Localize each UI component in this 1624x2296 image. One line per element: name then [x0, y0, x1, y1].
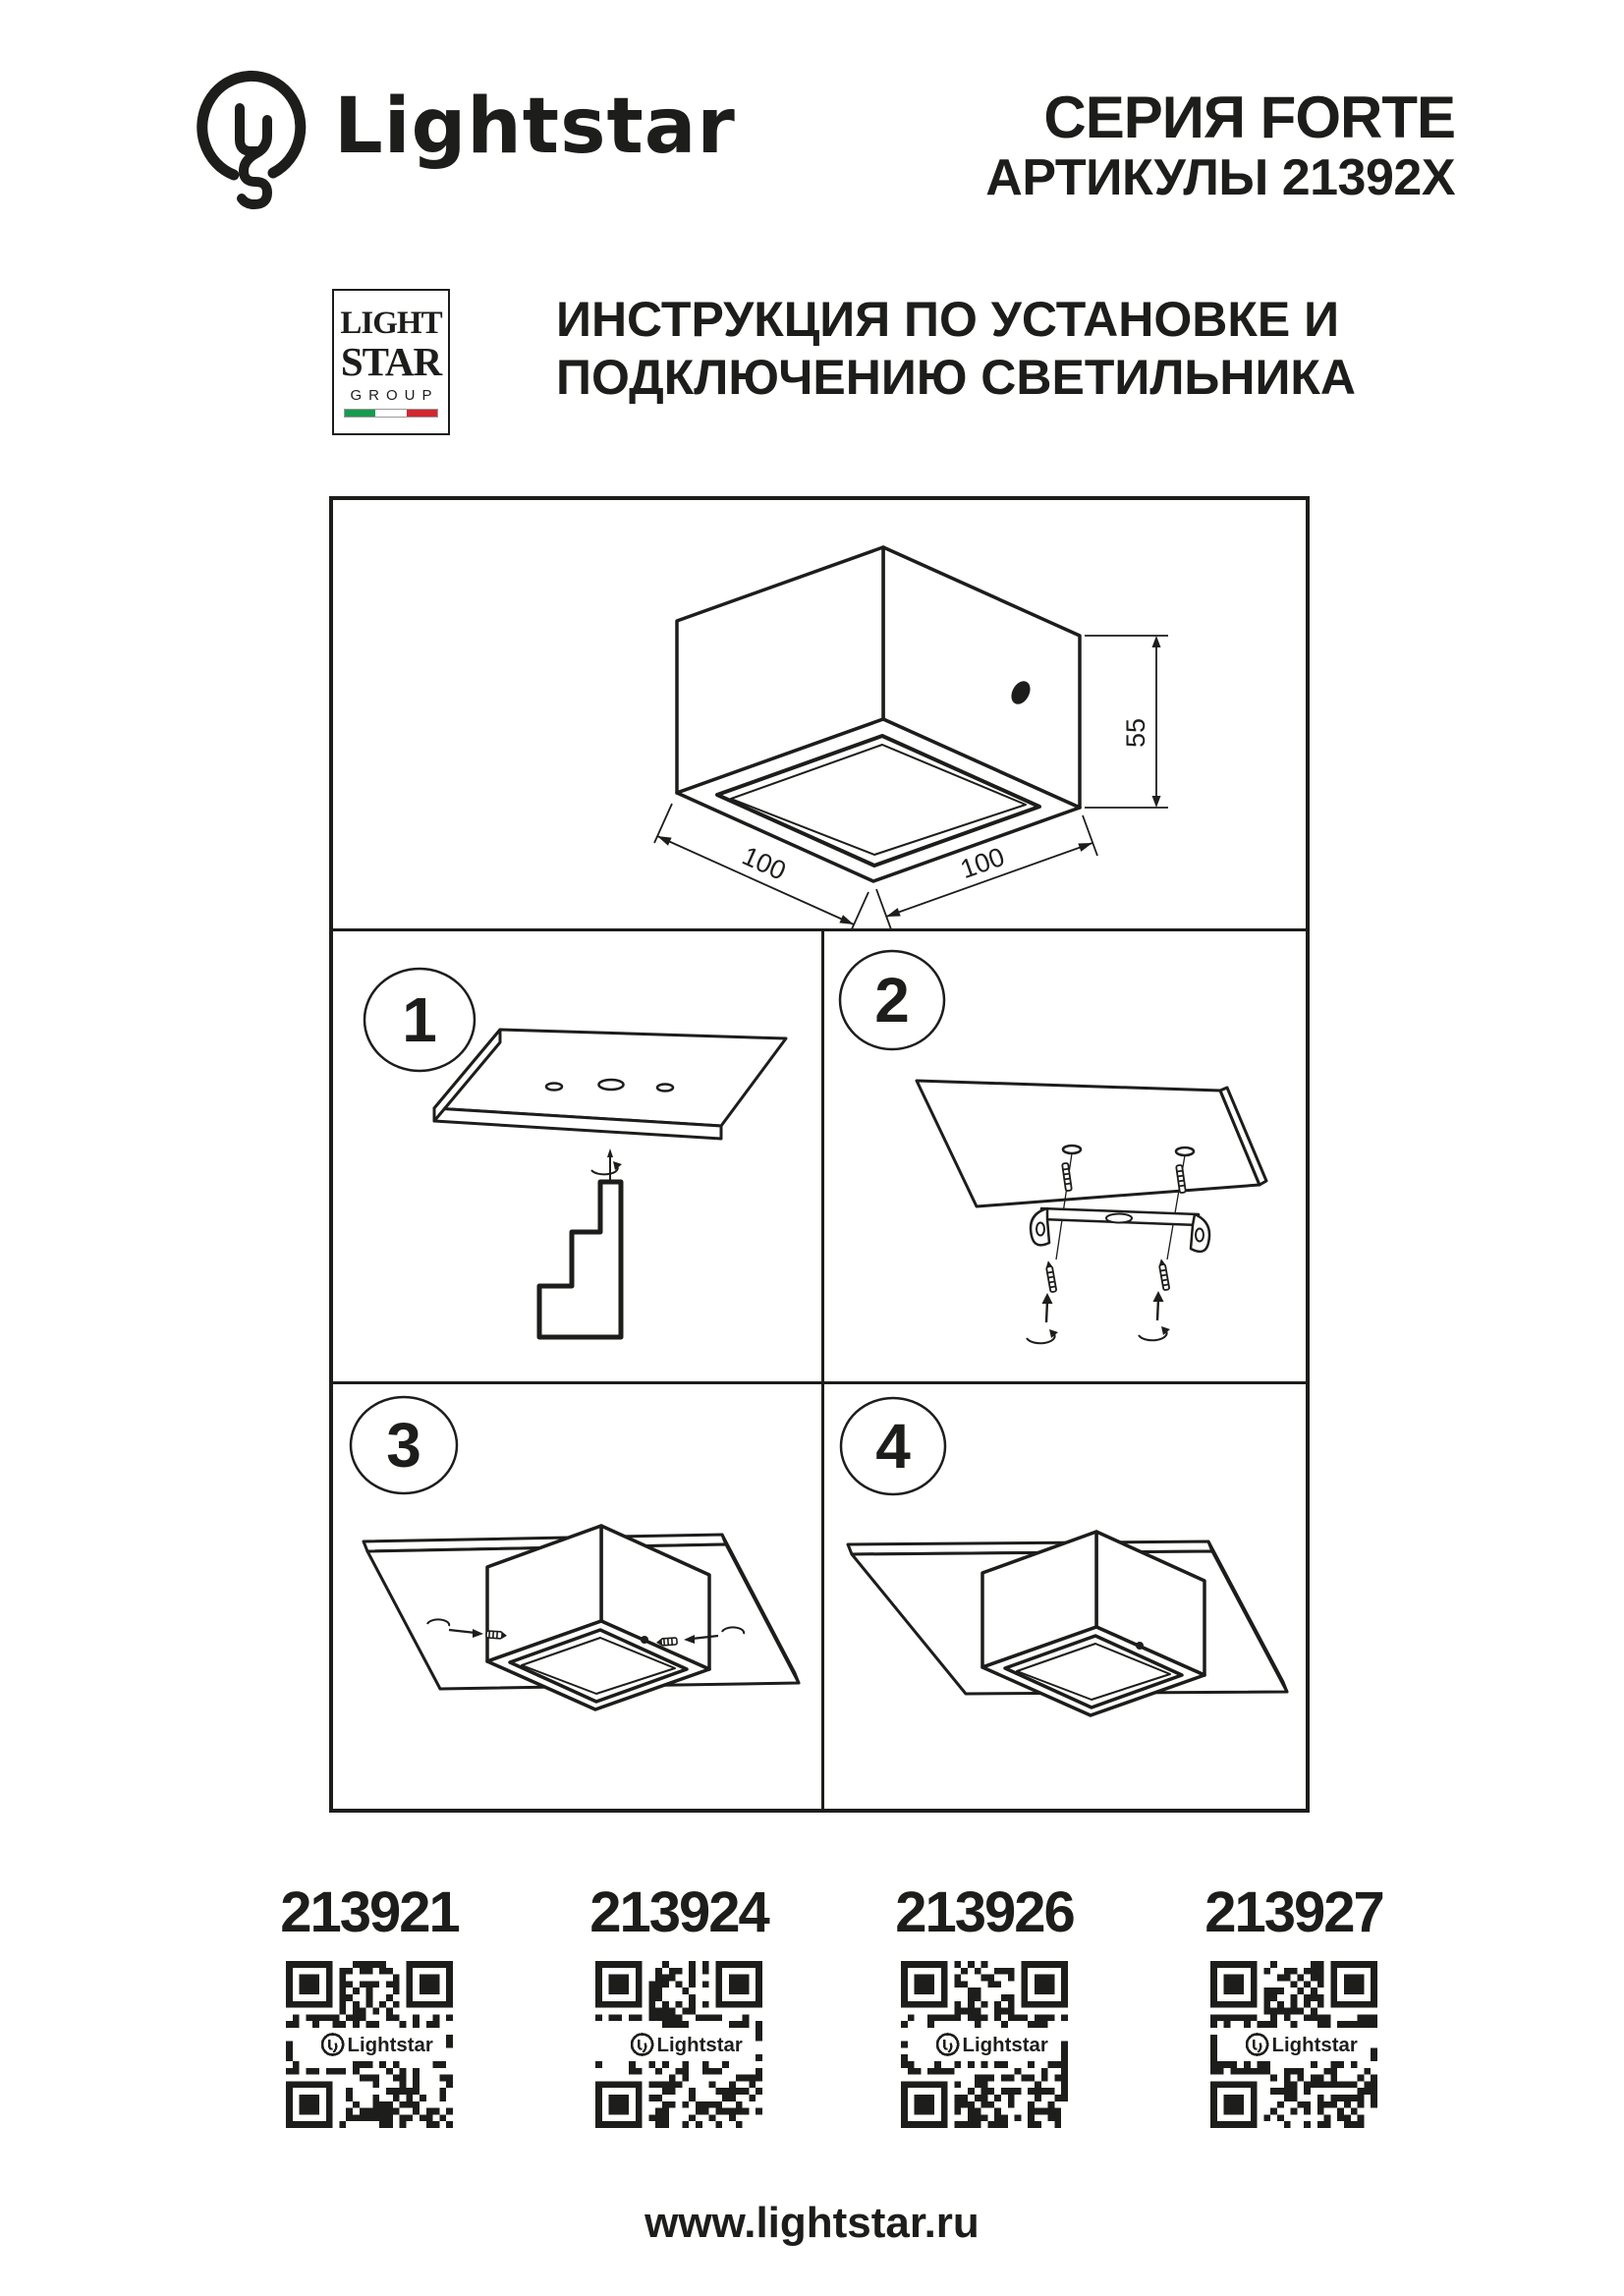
brand-wordmark: Lightstar: [334, 83, 736, 171]
step-2-panel: [824, 931, 1306, 1381]
step-3-panel: [333, 1384, 821, 1805]
series-title: СЕРИЯ FORTE: [1043, 84, 1455, 150]
articles-title: АРТИКУЛЫ 21392X: [985, 148, 1455, 206]
step-number: 1: [402, 984, 437, 1055]
dim-width-label: 100: [956, 841, 1009, 885]
header-series-block: [985, 86, 1455, 205]
step-number: 3: [386, 1410, 421, 1481]
wall-plugs: [1045, 1259, 1169, 1293]
flag-white: [375, 410, 406, 417]
group-logo-group: GROUP: [350, 387, 439, 404]
qr-code: [595, 1961, 762, 2128]
svg-text:Lightstar: Lightstar: [656, 2035, 743, 2057]
qr-code: [1210, 1961, 1377, 2128]
flag-green: [345, 410, 375, 417]
mounting-bracket: [1031, 1208, 1209, 1252]
svg-text:Lightstar: Lightstar: [962, 2035, 1048, 2057]
dim-depth-label: 100: [737, 840, 791, 886]
group-logo-light: LIGHT: [340, 306, 442, 341]
step-drill-icon: [539, 1182, 621, 1337]
article-number: 213927: [1204, 1880, 1383, 1944]
italian-flag-bar: [344, 409, 438, 418]
step-1-panel: [333, 931, 821, 1381]
fixture-dimension-drawing: [333, 500, 1306, 928]
lightstar-bulb-icon: [195, 51, 312, 216]
dim-height-label: 55: [1121, 717, 1150, 749]
website-url: www.lightstar.ru: [644, 2199, 980, 2247]
article-number: 213921: [280, 1880, 459, 1944]
article-number: 213924: [589, 1880, 768, 1944]
title-line-2: ПОДКЛЮЧЕНИЮ СВЕТИЛЬНИКА: [556, 350, 1357, 405]
diagram-grid: [329, 496, 1310, 1813]
step-number: 2: [874, 965, 910, 1036]
svg-text:Lightstar: Lightstar: [1271, 2035, 1358, 2057]
rotate-arrow-icon: [1027, 1334, 1055, 1343]
step-number: 4: [875, 1411, 911, 1482]
rotate-arrow-icon: [1139, 1331, 1167, 1340]
title-line-1: ИНСТРУКЦИЯ ПО УСТАНОВКЕ И: [556, 292, 1340, 347]
article-number: 213926: [895, 1880, 1074, 1944]
rotate-arrow-icon: [591, 1166, 618, 1174]
svg-text:Lightstar: Lightstar: [347, 2035, 433, 2057]
step-4-panel: [824, 1384, 1306, 1805]
lightstar-group-logo: [332, 289, 450, 435]
qr-code: [286, 1961, 453, 2128]
qr-code: [901, 1961, 1068, 2128]
page-title: [556, 291, 1356, 407]
flag-red: [407, 410, 437, 417]
group-logo-star: STAR: [340, 339, 442, 384]
